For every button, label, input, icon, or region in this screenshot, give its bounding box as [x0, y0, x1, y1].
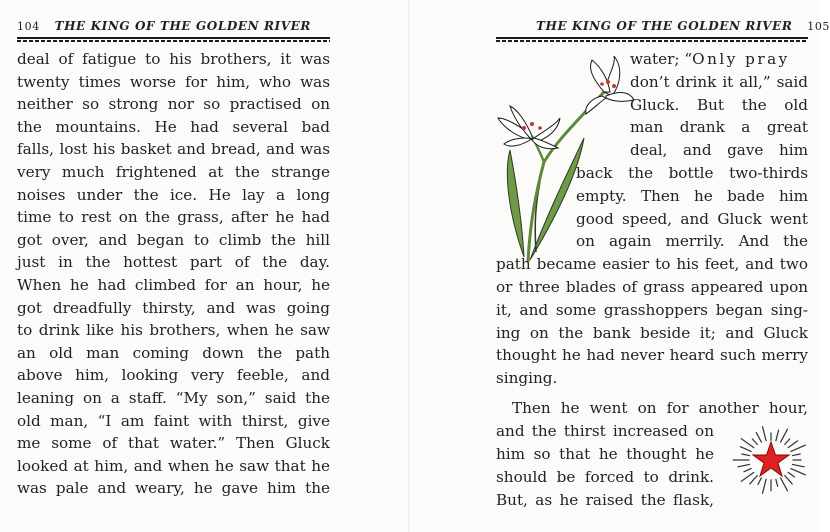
left-text-line: old man, “I am faint with thirst, give [17, 411, 330, 430]
right-text-line: or three blades of grass appeared upon [496, 278, 808, 296]
star-ray [788, 441, 797, 448]
left-text-line: just in the hottest part of the day. [17, 253, 330, 272]
star-ray [781, 429, 788, 442]
star-ray [738, 464, 750, 466]
star-ray [763, 427, 767, 441]
left-header-rule [17, 37, 330, 43]
right-text-line: Gluck. But the old [630, 95, 808, 114]
spaced-emphasis: Only pray [692, 50, 790, 68]
star-ray [776, 430, 779, 441]
star-ray [785, 439, 790, 445]
star-ray [756, 432, 761, 442]
right-text-line: should be forced to drink. [496, 468, 714, 486]
star-ray [791, 469, 805, 475]
red-star-burst-icon [728, 424, 814, 498]
left-text-line: looked at him, and when he saw that he [17, 456, 330, 475]
right-text-line: back the bottle two-thirds [576, 164, 808, 182]
right-text-line: But, as he raised the flask, [496, 491, 714, 509]
star-ray [785, 475, 792, 483]
star-ray [758, 478, 761, 484]
star-ray [741, 472, 754, 481]
right-page [410, 0, 830, 532]
right-running-head [536, 19, 830, 35]
right-page-number: 105 [807, 20, 830, 33]
left-text-line: twenty times worse for him, who was [17, 72, 330, 91]
right-text-line: and the thirst increased on [496, 422, 714, 440]
left-text-line: neither so strong nor so practised on [17, 95, 330, 114]
right-text-line: him so that he thought he [496, 445, 714, 463]
left-text-line: When he had climbed for an hour, he [17, 276, 330, 294]
star-ray [744, 469, 751, 472]
right-text-line: singing. [496, 369, 558, 388]
left-text-line: got dreadfully thirsty, and was going [17, 298, 330, 317]
right-text-line: empty. Then he bade him [576, 186, 808, 205]
left-page [0, 0, 410, 532]
right-text-line: it, and some grasshoppers began sing- [496, 300, 808, 319]
star-ray [763, 479, 767, 493]
star-ray [776, 479, 778, 486]
quote-prefix: water; “ [630, 50, 693, 68]
right-text-line: man drank a great [630, 118, 808, 137]
star-ray [741, 439, 754, 448]
left-text-line: the mountains. He had several bad [17, 117, 330, 136]
left-text-line: very much frightened at the strange [17, 163, 330, 181]
left-text-line: noises under the ice. He lay a long [17, 185, 330, 204]
left-text-line: falls, lost his basket and bread, and was [17, 140, 330, 159]
star-ray [781, 478, 788, 491]
left-page-number: 104 [17, 20, 40, 33]
star-ray [792, 454, 800, 456]
right-text-line-first [630, 48, 808, 70]
right-text-line: thought he had never heard such merry [496, 346, 808, 365]
star-ray [752, 439, 757, 445]
star-ray [750, 475, 757, 483]
star-ray [788, 472, 794, 476]
right-text-line: path became easier to his feet, and two [496, 255, 808, 274]
right-running-title: THE KING OF THE GOLDEN RIVER [536, 19, 793, 33]
right-text-line: good speed, and Gluck went [576, 209, 808, 228]
left-text-line: me some of that water.” Then Gluck [17, 434, 330, 453]
left-running-head [17, 19, 330, 35]
star-ray [742, 454, 750, 456]
left-text-line: was pale and weary, he gave him the [17, 479, 330, 498]
left-running-title: THE KING OF THE GOLDEN RIVER [54, 19, 312, 33]
star-ray [740, 447, 751, 452]
left-text-line: to drink like his brothers, when he saw [17, 321, 330, 340]
right-text-line: ing on the bank beside it; and Gluck [496, 323, 808, 342]
star-ray [792, 464, 804, 466]
right-header-rule [496, 37, 808, 43]
left-text-line: time to rest on the grass, after he had [17, 208, 330, 227]
right-text-line: Then he went on for another hour, [512, 399, 808, 417]
star-ray [791, 445, 805, 451]
left-text-line: above him, looking very feeble, and [17, 366, 330, 385]
left-text-line: got over, and began to climb the hill [17, 230, 330, 249]
left-text-line: an old man coming down the path [17, 343, 330, 362]
right-text-line: on again merrily. And the [576, 232, 808, 251]
right-text-line: deal, and gave him [630, 141, 808, 160]
left-text-line: deal of fatigue to his brothers, it was [17, 50, 330, 68]
right-text-line: don’t drink it all,” said [630, 72, 808, 91]
left-text-line: leaning on a staff. “My son,” said the [17, 389, 330, 407]
